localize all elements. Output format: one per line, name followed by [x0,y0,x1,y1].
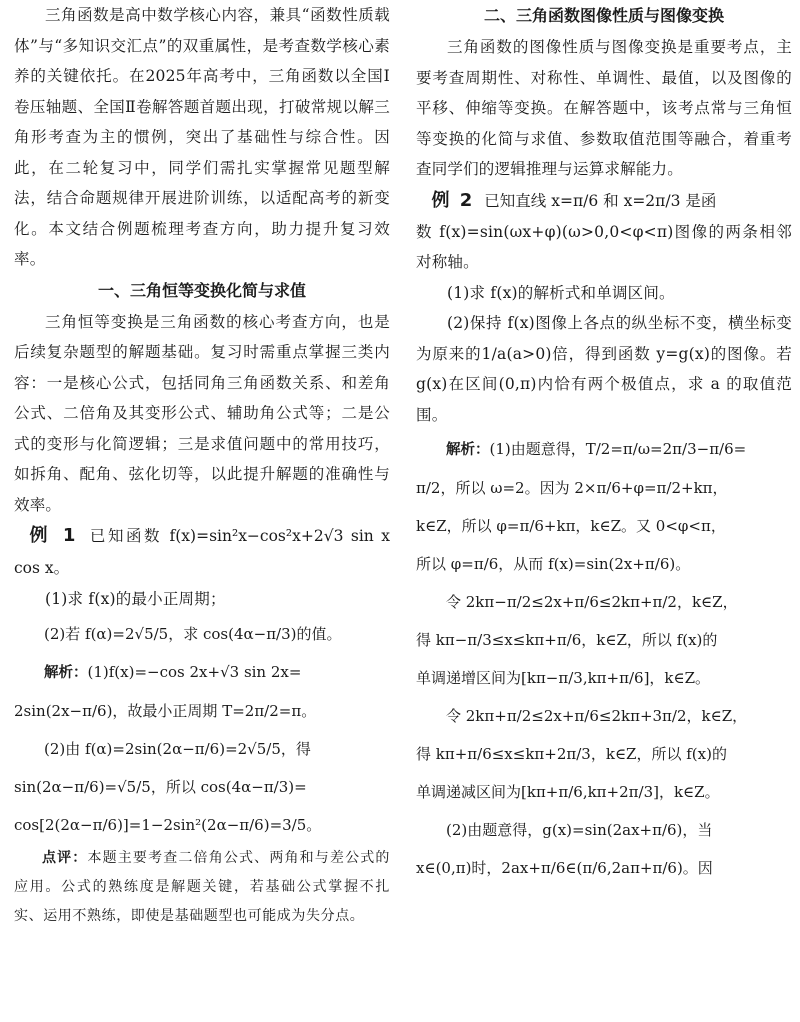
example1-solution-2b: sin(2α−π/6)=√5/5，所以 cos(4α−π/3)= [14,777,307,796]
example2-solution-3: k∈Z，所以 φ=π/6+kπ，k∈Z。又 0<φ<π， [416,517,726,535]
example2-solution-1-line [416,430,792,469]
example1-stem: 已知函数 f(x)=sin²x−cos²x+2√3 sin x cos x。 [14,527,390,577]
example2-question-2: (2)保持 f(x)图像上各点的纵坐标不变，横坐标变为原来的1/a(a>0)倍，得到函数 y=g(x)的图像。若 g(x)在区间(0,π)内恰有两个极值点，求 a 的取值范围。 [416,314,792,424]
comment-label: 点评： [42,849,88,866]
example2-label: 例 2 [431,189,475,211]
example2-stem-line [416,185,792,217]
example2-solution-2: π/2，所以 ω=2。因为 2×π/6+φ=π/2+kπ， [416,479,728,497]
example1-solution-1a-line [14,653,390,692]
example2-stem-b: 数 f(x)=sin(ωx+φ)(ω>0,0<φ<π)图像的两条相邻对称轴。 [416,222,792,271]
example2-solution-5: 令 2kπ−π/2≤2x+π/6≤2kπ+π/2，k∈Z， [446,593,738,611]
example2-solution-9: 得 kπ+π/6≤x≤kπ+2π/3，k∈Z，所以 f(x)的 [416,745,727,763]
example1-question-2: (2)若 f(α)=2√5/5，求 cos(4α−π/3)的值。 [44,624,342,643]
example2-solution-4: 所以 φ=π/6，从而 f(x)=sin(2x+π/6)。 [416,555,691,573]
example2-solution-7: 单调递增区间为[kπ−π/3,kπ+π/6]，k∈Z。 [416,669,711,687]
section2-title: 二、三角函数图像性质与图像变换 [483,6,724,25]
example1-solution-label: 解析： [44,664,88,681]
section1-title: 一、三角恒等变换化简与求值 [97,280,306,300]
example2-solution-12: x∈(0,π)时，2ax+π/6∈(π/6,2aπ+π/6)。因 [416,859,713,877]
example2-solution-label: 解析： [446,442,490,458]
right-column [416,0,792,1022]
example1-label: 例 1 [29,525,78,546]
intro-paragraph: 三角函数是高中数学核心内容，兼具“函数性质载体”与“多知识交汇点”的双重属性，是考查数学核心素养的关键依托。在2025年高考中，三角函数以全国Ⅰ卷压轴题、全国Ⅱ卷解答题首题出现，打破常规以解三角形考查为主的惯例，突出了基础性与综合性。因此，在二轮复习中，同学们需扎实掌握常见题型解法，结合命题规律开展进阶训练，以适配高考的新变化。本文结合例题梳理考查方向，助力提升复习效率。 [14,6,390,268]
left-column [14,0,390,1022]
example1-comment [14,844,390,931]
example1-question-1: (1)求 f(x)的最小正周期； [45,590,226,608]
example2-solution-1: (1)由题意得，T/2=π/ω=2π/3−π/6= [489,440,747,458]
example2-solution-8: 令 2kπ+π/2≤2x+π/6≤2kπ+3π/2，k∈Z， [446,707,748,725]
example1-stem-line [14,520,390,584]
example1-solution-1a: (1)f(x)=−cos 2x+√3 sin 2x= [87,662,302,681]
example2-stem-a: 已知直线 x=π/6 和 x=2π/3 是函 [484,191,717,210]
example1-solution-1b: 2sin(2x−π/6)，故最小正周期 T=2π/2=π。 [14,701,317,720]
example1-solution-2a: (2)由 f(α)=2sin(2α−π/6)=2√5/5，得 [44,739,311,758]
comment-text: 本题主要考查二倍角公式、两角和与差公式的应用。公式的熟练度是解题关键，若基础公式掌握不扎实、运用不熟练，即使是基础题型也可能成为失分点。 [14,849,390,924]
example2-question-1: (1)求 f(x)的解析式和单调区间。 [447,283,675,302]
section1-body: 三角恒等变换是三角函数的核心考查方向，也是后续复杂题型的解题基础。复习时需重点掌握三类内容：一是核心公式，包括同角三角函数关系、和差角公式、二倍角及其变形公式、辅助角公式等；二是公式的变形与化简逻辑；三是求值问题中的常用技巧，如拆角、配角、弦化切等，以此提升解题的准确性与效率。 [14,312,390,514]
section2-body: 三角函数的图像性质与图像变换是重要考点，主要考查周期性、对称性、单调性、最值，以及图像的平移、伸缩等变换。在解答题中，该考点常与三角恒等变换的化简与求值、参数取值范围等融合，着重考查同学们的逻辑推理与运算求解能力。 [416,38,792,178]
example2-solution-10: 单调递减区间为[kπ+π/6,kπ+2π/3]，k∈Z。 [416,783,720,801]
example2-solution-6: 得 kπ−π/3≤x≤kπ+π/6，k∈Z，所以 f(x)的 [416,631,718,649]
example1-solution-2c: cos[2(2α−π/6)]=1−2sin²(2α−π/6)=3/5。 [14,815,322,834]
example2-solution-11: (2)由题意得，g(x)=sin(2ax+π/6)，当 [446,821,713,839]
